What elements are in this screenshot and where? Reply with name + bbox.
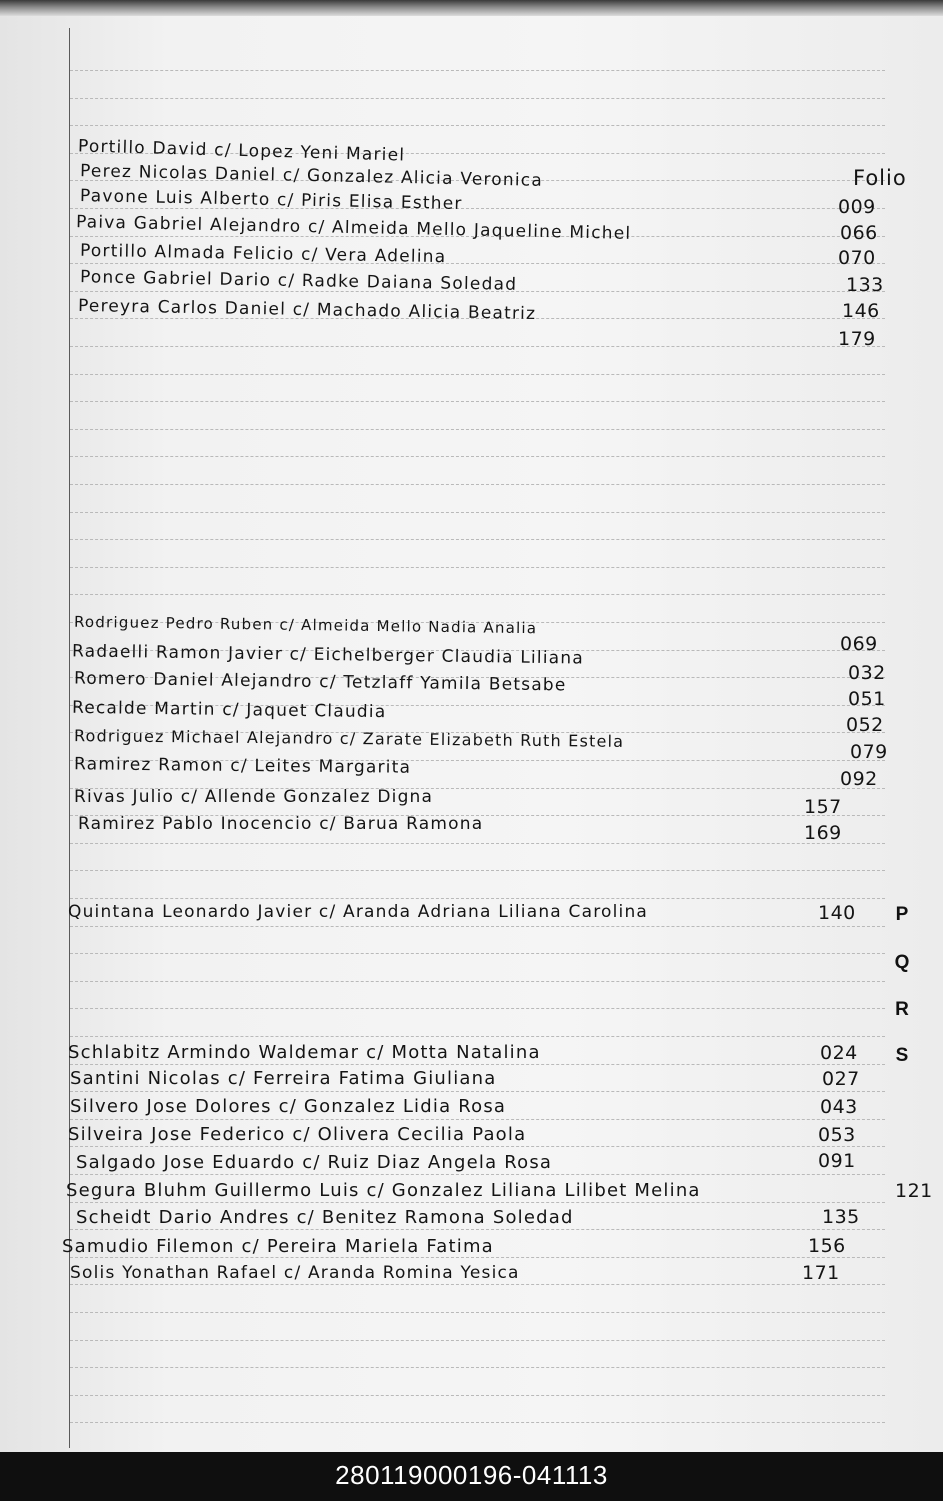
ruled-line xyxy=(70,346,885,347)
index-tab-q[interactable]: Q xyxy=(894,952,910,973)
ruled-line xyxy=(70,1229,885,1230)
entry-name: Rodriguez Michael Alejandro c/ Zarate Elizabeth Ruth Estela xyxy=(73,726,625,751)
entry-name: Silveira Jose Federico c/ Olivera Cecilia Paola xyxy=(68,1124,527,1145)
ruled-line xyxy=(70,953,885,954)
entry-name: Salgado Jose Eduardo c/ Ruiz Diaz Angela Rosa xyxy=(76,1152,553,1173)
ruled-line xyxy=(70,1146,885,1147)
ruled-line xyxy=(70,1091,885,1092)
entry-folio: 070 xyxy=(838,247,876,269)
ruled-line xyxy=(70,1064,885,1065)
entry-name: Perez Nicolas Daniel c/ Gonzalez Alicia Veronica xyxy=(79,161,544,191)
ruled-line xyxy=(70,1367,885,1368)
entry-name: Rodriguez Pedro Ruben c/ Almeida Mello Nadia Analia xyxy=(73,612,538,638)
entry-folio: 024 xyxy=(820,1042,858,1064)
ruled-line xyxy=(70,1422,885,1423)
entry-name: Radaelli Ramon Javier c/ Eichelberger Claudia Liliana xyxy=(71,641,585,669)
ruled-line xyxy=(70,70,885,71)
page-top-edge xyxy=(0,0,943,16)
entry-folio: 179 xyxy=(838,328,876,350)
ruled-line xyxy=(70,567,885,568)
entry-name: Solis Yonathan Rafael c/ Aranda Romina Yesica xyxy=(70,1263,520,1283)
document-code: 280119000196-041113 xyxy=(335,1460,608,1490)
entry-name: Ponce Gabriel Dario c/ Radke Daiana Soledad xyxy=(79,267,518,295)
entry-folio: 066 xyxy=(840,222,878,244)
ruled-line xyxy=(70,1119,885,1120)
entry-name: Ramirez Pablo Inocencio c/ Barua Ramona xyxy=(78,814,484,834)
entry-folio: 140 xyxy=(818,902,856,924)
entry-folio: 171 xyxy=(802,1262,840,1284)
entry-name: Recalde Martin c/ Jaquet Claudia xyxy=(71,697,387,723)
margin-line xyxy=(69,28,70,1448)
entry-folio: 043 xyxy=(820,1096,858,1118)
ruled-line xyxy=(70,539,885,540)
ruled-line xyxy=(70,429,885,430)
entry-folio: 169 xyxy=(804,822,842,844)
entry-folio: 051 xyxy=(848,688,886,710)
entry-folio: 091 xyxy=(818,1150,856,1172)
entry-folio: 146 xyxy=(842,300,880,322)
entry-folio: 121 xyxy=(895,1180,933,1202)
entry-folio: 052 xyxy=(846,714,884,736)
entry-name: Scheidt Dario Andres c/ Benitez Ramona Soledad xyxy=(76,1207,574,1228)
index-tab-r[interactable]: R xyxy=(895,999,909,1020)
ruled-line xyxy=(70,1340,885,1341)
ruled-line xyxy=(70,512,885,513)
entry-folio: 032 xyxy=(848,662,886,684)
ruled-line xyxy=(70,1008,885,1009)
ruled-line xyxy=(70,870,885,871)
ruled-line xyxy=(70,263,885,264)
entry-name: Romero Daniel Alejandro c/ Tetzlaff Yamila Betsabe xyxy=(73,668,567,696)
ruled-line xyxy=(70,1395,885,1396)
ruled-line xyxy=(70,1036,885,1037)
entry-name: Silvero Jose Dolores c/ Gonzalez Lidia Rosa xyxy=(70,1096,507,1117)
entry-folio: 053 xyxy=(818,1124,856,1146)
ruled-line xyxy=(70,843,885,844)
entry-name: Portillo David c/ Lopez Yeni Mariel xyxy=(77,136,406,166)
entry-name: Santini Nicolas c/ Ferreira Fatima Giuliana xyxy=(70,1068,497,1089)
ruled-line xyxy=(70,926,885,927)
index-tab-s[interactable]: S xyxy=(895,1045,909,1066)
ruled-line xyxy=(70,125,885,126)
ruled-line xyxy=(70,1174,885,1175)
folio-column-header: Folio xyxy=(853,166,907,190)
index-tab-p[interactable]: P xyxy=(895,904,909,925)
entry-name: Quintana Leonardo Javier c/ Aranda Adriana Liliana Carolina xyxy=(68,902,649,922)
ruled-line xyxy=(70,594,885,595)
ruled-line xyxy=(70,1312,885,1313)
ruled-line xyxy=(70,898,885,899)
entry-name: Paiva Gabriel Alejandro c/ Almeida Mello Jaqueline Michel xyxy=(75,212,632,244)
entry-name: Samudio Filemon c/ Pereira Mariela Fatima xyxy=(62,1236,494,1257)
ruled-line xyxy=(70,456,885,457)
ruled-line xyxy=(70,401,885,402)
entry-folio: 133 xyxy=(846,274,884,296)
entry-name: Portillo Almada Felicio c/ Vera Adelina xyxy=(79,240,447,268)
ruled-line xyxy=(70,1202,885,1203)
ruled-line xyxy=(70,98,885,99)
entry-name: Pereyra Carlos Daniel c/ Machado Alicia Beatriz xyxy=(77,296,537,324)
ruled-line xyxy=(70,1257,885,1258)
entry-folio: 092 xyxy=(840,768,878,790)
footer-bar xyxy=(0,1452,943,1501)
ruled-line xyxy=(70,374,885,375)
entry-folio: 027 xyxy=(822,1068,860,1090)
ruled-line xyxy=(70,484,885,485)
entry-folio: 157 xyxy=(804,796,842,818)
entry-folio: 135 xyxy=(822,1206,860,1228)
entry-folio: 009 xyxy=(838,196,876,218)
entry-name: Pavone Luis Alberto c/ Piris Elisa Esther xyxy=(79,185,463,215)
entry-folio: 069 xyxy=(840,633,878,655)
entry-name: Segura Bluhm Guillermo Luis c/ Gonzalez Liliana Lilibet Melina xyxy=(66,1180,701,1201)
entry-name: Rivas Julio c/ Allende Gonzalez Digna xyxy=(74,787,434,807)
entry-folio: 156 xyxy=(808,1235,846,1257)
ruled-line xyxy=(70,1284,885,1285)
entry-name: Schlabitz Armindo Waldemar c/ Motta Natalina xyxy=(68,1042,541,1063)
entry-name: Ramirez Ramon c/ Leites Margarita xyxy=(73,754,412,778)
entry-folio: 079 xyxy=(850,741,888,763)
ruled-line xyxy=(70,981,885,982)
